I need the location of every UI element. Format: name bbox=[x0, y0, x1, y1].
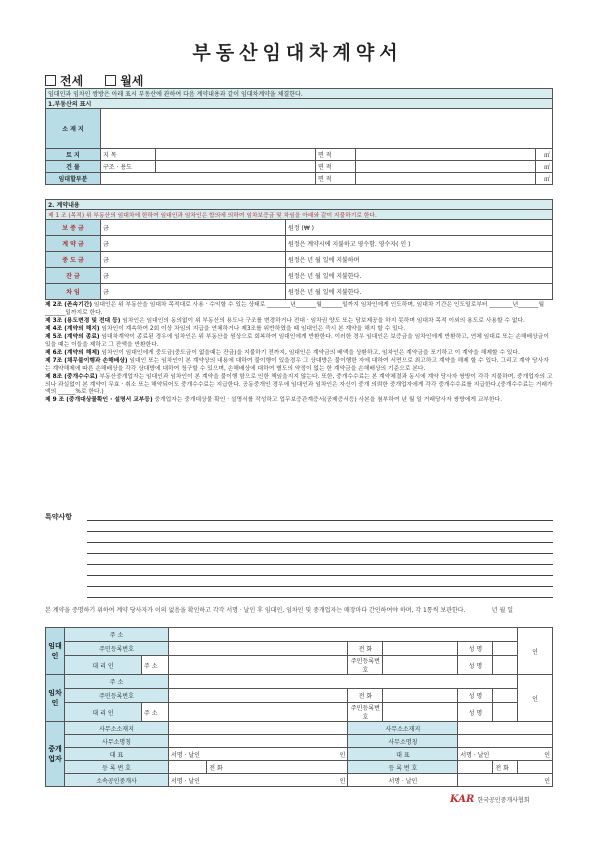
agent-rep-seal: 인 bbox=[339, 751, 346, 759]
tenant-phone-field[interactable] bbox=[383, 689, 458, 703]
contract-clauses bbox=[45, 302, 553, 405]
lease-part-field[interactable] bbox=[101, 173, 316, 185]
property-table bbox=[45, 88, 553, 185]
landlord-label: 임대인 bbox=[46, 628, 65, 675]
landlord-proxy-addr-label: 주 소 bbox=[142, 656, 169, 675]
lease-area-field[interactable] bbox=[356, 173, 536, 185]
association-logo bbox=[450, 794, 530, 805]
special-terms-label: 특약사항 bbox=[45, 513, 73, 521]
deposit-amount[interactable] bbox=[101, 220, 286, 236]
agent-label: 중개업자 bbox=[46, 722, 65, 787]
agent2-staff-sign-label: 서명 · 날인 bbox=[348, 774, 458, 787]
landlord-seal: 인 bbox=[518, 628, 553, 675]
lease-area-label: 면 적 bbox=[316, 173, 356, 185]
kar-logo-icon: KAR bbox=[450, 794, 475, 805]
deposit-label: 보 증 금 bbox=[46, 220, 101, 236]
agent-reg-label: 등 록 번 호 bbox=[65, 761, 169, 774]
land-sub-label: 지 목 bbox=[101, 149, 156, 161]
clause-8: 제 8조 (중개수수료) 부동산중개업자는 임대인과 임차인이 본 계약을 불이행 함으로 인한 책임을지지 않는다. 또한, 중개수수료는 본 계약체결과 동시에 계약 당사자 쌍방이 각각 지불하며, 중개업자의 고의나 과실없이 본 계약이 무효 · 취소 또는 해약되어도 중개수수료는 지급한다. 공동중개인 경우에 임대인과 임차인은 자신이 중개 의뢰한 중개업자에게 각각 중개수수료를 지급한다.(중개수수료는 거래가액의 ______%로 한다.) bbox=[45, 373, 553, 396]
clause-5: 제 5조 (계약의 종료) 임대차계약이 종료된 경우에 임차인은 위 부동산을 원상으로 회복하여 임대인에게 반환한다. 이러한 경우 임대인은 보증금을 임차인에게 반환하고, 연체 임대료 또는 손해배상금이 있을 때는 이들을 제하고 그 잔액을 반환한다. bbox=[45, 334, 549, 348]
tenant-phone-label: 전 화 bbox=[348, 689, 383, 703]
clause-7: 제 7조 (채무불이행과 손해배상) 임대인 또는 임차인이 본 계약상의 내용에 대하여 불이행이 있을경우 그 상대방은 불이행한 자에 대하여 서면으로 최고하고 계약을 해제 할 수 있다. 그리고 계약 당사자는 계약해제에 따른 손해배상을 각각 상대방에 대하여 청구할 수 있으며, 손해배상에 대하여 별도의 약정이 없는 한 계약금을 손해배상의 기준으로 본다. bbox=[45, 358, 549, 372]
agent-staff-label: 소속공인중개사 bbox=[65, 774, 169, 787]
clause-3: 제 3조 (용도변경 및 전대 등) 임차인은 임대인의 동의없이 위 부동산의 용도나 구조를 변경하거나 전대 · 임차권 양도 또는 담보제공을 하지 못하며 임대차 목적 이외의 용도로 사용할 수 없다. bbox=[45, 317, 525, 324]
wolse-checkbox[interactable] bbox=[105, 72, 143, 89]
tenant-proxy-name-label: 성 명 bbox=[458, 703, 493, 722]
tenant-proxy-addr-field[interactable] bbox=[169, 703, 348, 722]
land-category-field[interactable] bbox=[156, 149, 316, 161]
agent2-reg-field[interactable] bbox=[458, 761, 493, 774]
tenant-id-field[interactable] bbox=[169, 689, 348, 703]
jeonse-label: 전세 bbox=[60, 74, 84, 88]
location-label: 소 재 지 bbox=[46, 109, 101, 149]
down-payment-amount[interactable] bbox=[101, 236, 286, 252]
landlord-proxy-id-field[interactable] bbox=[383, 656, 458, 675]
agent2-office-name-field[interactable] bbox=[458, 735, 553, 748]
landlord-id-label: 주민등록번호 bbox=[65, 642, 169, 656]
association-name: 한국공인중개사협회 bbox=[477, 797, 530, 804]
rent-prefix: 금 bbox=[103, 289, 109, 296]
landlord-address-label: 주 소 bbox=[65, 628, 169, 642]
wolse-label: 월세 bbox=[120, 74, 144, 88]
agent2-reg-label: 등 록 번 호 bbox=[348, 761, 458, 774]
contract-type-selector bbox=[45, 72, 143, 89]
tenant-proxy-id-field[interactable] bbox=[383, 703, 458, 722]
location-field[interactable] bbox=[101, 109, 553, 149]
parties-table bbox=[45, 627, 553, 787]
balance-label: 잔 금 bbox=[46, 268, 101, 284]
special-line[interactable] bbox=[87, 553, 553, 554]
landlord-name-label: 성 명 bbox=[458, 642, 493, 656]
deposit-prefix: 금 bbox=[103, 225, 109, 232]
clause-4: 제 4조 (계약의 해지) 임차인이 계속하여 2회 이상 차임의 지급을 연체하거나 제3조를 위반하였을 때 임대인은 즉시 본 계약을 해지 할 수 있다. bbox=[45, 325, 406, 332]
agent-rep-label: 대 표 bbox=[65, 748, 169, 761]
land-area-field[interactable] bbox=[356, 149, 536, 161]
special-line[interactable] bbox=[87, 564, 553, 565]
down-payment-detail: 원정은 계약시에 지불하고 영수함. 영수자( 인 ) bbox=[286, 236, 553, 252]
landlord-proxy-name-field[interactable] bbox=[493, 656, 518, 675]
tenant-label: 임차인 bbox=[46, 675, 65, 722]
jeonse-checkbox[interactable] bbox=[45, 72, 83, 89]
lease-part-label: 임대할부분 bbox=[46, 173, 101, 185]
special-line[interactable] bbox=[87, 542, 553, 543]
agent-office-addr-label: 사무소소재지 bbox=[65, 722, 169, 735]
land-label: 토 지 bbox=[46, 149, 101, 161]
landlord-id-field[interactable] bbox=[169, 642, 348, 656]
rent-detail: 원정은 년 월 일에 지불한다. bbox=[286, 284, 553, 300]
clause-6: 제 6조 (계약의 해제) 임차인이 임대인에게 중도금(중도금이 없을때는 잔금)을 지불하기 전까지, 임대인은 계약금의 배액을 상환하고, 임차인은 계약금을 포기하고 이 계약을 해제할 수 있다. bbox=[45, 349, 520, 356]
building-label: 건 물 bbox=[46, 161, 101, 173]
tenant-address-label: 주 소 bbox=[65, 675, 169, 689]
clause-2: 제 2조 (존속기간) 임대인은 위 부동산을 임대차 목적대로 사용 · 수익할 수 있는 상태로 ________년_______월_______일까지 임차인에게 인도하며, 임대차 기간은 인도일로부터 ________년_______월_______일까지로 한다. bbox=[45, 302, 545, 316]
agent-reg-field[interactable] bbox=[169, 761, 207, 774]
special-line[interactable] bbox=[87, 575, 553, 576]
down-payment-label: 계 약 금 bbox=[46, 236, 101, 252]
building-structure-field[interactable] bbox=[156, 161, 316, 173]
closing-statement: 본 계약을 증명하기 위하여 계약 당사자가 이의 없음을 확인하고 각각 서명 · 날인 후 임대인, 임차인 및 중개업자는 매장마다 간인하여야 하며, 각 1통씩 보관한다. 년 월 일 bbox=[45, 607, 513, 614]
interim-payment-detail: 원정은 년 월 일에 지불하며 bbox=[286, 252, 553, 268]
building-area-field[interactable] bbox=[356, 161, 536, 173]
agent-office-addr-field[interactable] bbox=[169, 722, 348, 735]
agent-rep-field[interactable] bbox=[169, 748, 348, 761]
landlord-phone-field[interactable] bbox=[383, 642, 458, 656]
intro-text: 임대인과 임차인 쌍방은 아래 표시 부동산에 관하여 다음 계약내용과 같이 임대차계약을 체결한다. bbox=[46, 89, 553, 99]
agent2-rep-seal: 인 bbox=[544, 751, 550, 759]
landlord-proxy-label: 대 리 인 bbox=[65, 656, 142, 675]
deposit-detail: 원정 (₩ ) bbox=[286, 220, 553, 236]
tenant-address-field[interactable] bbox=[169, 675, 518, 689]
rent-label: 차 임 bbox=[46, 284, 101, 300]
special-line[interactable] bbox=[87, 597, 553, 598]
tenant-proxy-label: 대 리 인 bbox=[65, 703, 142, 722]
tenant-name-label: 성 명 bbox=[458, 689, 493, 703]
interim-payment-prefix: 금 bbox=[103, 257, 109, 264]
down-payment-prefix: 금 bbox=[103, 241, 109, 248]
agent-staff-seal: 인 bbox=[339, 777, 346, 785]
agent2-phone-label: 전 화 bbox=[493, 761, 518, 774]
land-area-label: 면 적 bbox=[316, 149, 356, 161]
interim-payment-label: 중 도 금 bbox=[46, 252, 101, 268]
agent-office-name-label: 사무소명칭 bbox=[65, 735, 169, 748]
agent-phone-label: 전 화 bbox=[207, 761, 348, 774]
agent-office-name-field[interactable] bbox=[169, 735, 348, 748]
building-area-label: 면 적 bbox=[316, 161, 356, 173]
agent2-staff-seal: 인 bbox=[544, 777, 550, 785]
agent-rep-sign-label: 서명 · 날인 bbox=[171, 751, 200, 759]
interim-payment-amount[interactable] bbox=[101, 252, 286, 268]
landlord-proxy-id-label: 주민등록번호 bbox=[348, 656, 383, 675]
tenant-id-label: 주민등록번호 bbox=[65, 689, 169, 703]
landlord-proxy-addr-field[interactable] bbox=[169, 656, 348, 675]
agent2-office-name-label: 사무소명칭 bbox=[348, 735, 458, 748]
tenant-proxy-addr-label: 주 소 bbox=[142, 703, 169, 722]
land-area-unit: ㎡ bbox=[536, 149, 553, 161]
lease-area-unit: ㎡ bbox=[536, 173, 553, 185]
special-line[interactable] bbox=[87, 531, 553, 532]
tenant-proxy-name-field[interactable] bbox=[493, 703, 518, 722]
agent-staff-sign-label: 서명 · 날인 bbox=[171, 777, 200, 785]
agent2-rep-label: 대 표 bbox=[348, 748, 458, 761]
tenant-name-field[interactable] bbox=[493, 689, 518, 703]
document-title: 부동산임대차계약서 bbox=[192, 42, 403, 64]
balance-detail: 원정은 년 월 일에 지불한다. bbox=[286, 268, 553, 284]
tenant-seal: 인 bbox=[518, 675, 553, 722]
tenant-proxy-id-label: 주민등록번호 bbox=[348, 703, 383, 722]
closing-date: 년 월 일 bbox=[491, 607, 513, 614]
agent2-rep-field[interactable] bbox=[458, 748, 553, 761]
clause1-text: 제 1 조 (목적) 위 부동산의 임대차에 한하여 임대인과 임차인은 합의에 의하여 임차보증금 및 차임을 아래와 같이 지불하기로 한다. bbox=[46, 210, 553, 220]
agent2-staff-field[interactable] bbox=[458, 774, 553, 787]
landlord-name-field[interactable] bbox=[493, 642, 518, 656]
special-line[interactable] bbox=[87, 520, 553, 521]
section2-title: 2. 계약내용 bbox=[46, 200, 553, 210]
landlord-phone-label: 전 화 bbox=[348, 642, 383, 656]
agent2-phone-field[interactable] bbox=[518, 761, 553, 774]
rent-amount[interactable] bbox=[101, 284, 286, 300]
clause-9: 제 9 조 (중개대상물확인 · 설명서 교부등) 중개업자는 중개대상물 확인 · 설명서를 작성하고 업무보증관계증서(공제증서등) 사본을 첨부하여 년 월 일 거래당사자 쌍방에게 교부한다. bbox=[45, 397, 503, 404]
balance-amount[interactable] bbox=[101, 268, 286, 284]
building-area-unit: ㎡ bbox=[536, 161, 553, 173]
landlord-proxy-name-label: 성 명 bbox=[458, 656, 493, 675]
agent2-office-addr-field[interactable] bbox=[458, 722, 553, 735]
agent-staff-field[interactable] bbox=[169, 774, 348, 787]
agent2-rep-sign-label: 서명 · 날인 bbox=[460, 751, 490, 759]
payment-table bbox=[45, 199, 553, 300]
special-line[interactable] bbox=[87, 586, 553, 587]
section1-title: 1.부동산의 표시 bbox=[46, 99, 553, 109]
agent2-office-addr-label: 사무소소재지 bbox=[348, 722, 458, 735]
balance-prefix: 금 bbox=[103, 273, 109, 280]
building-sub-label: 구조 · 용도 bbox=[101, 161, 156, 173]
landlord-address-field[interactable] bbox=[169, 628, 518, 642]
